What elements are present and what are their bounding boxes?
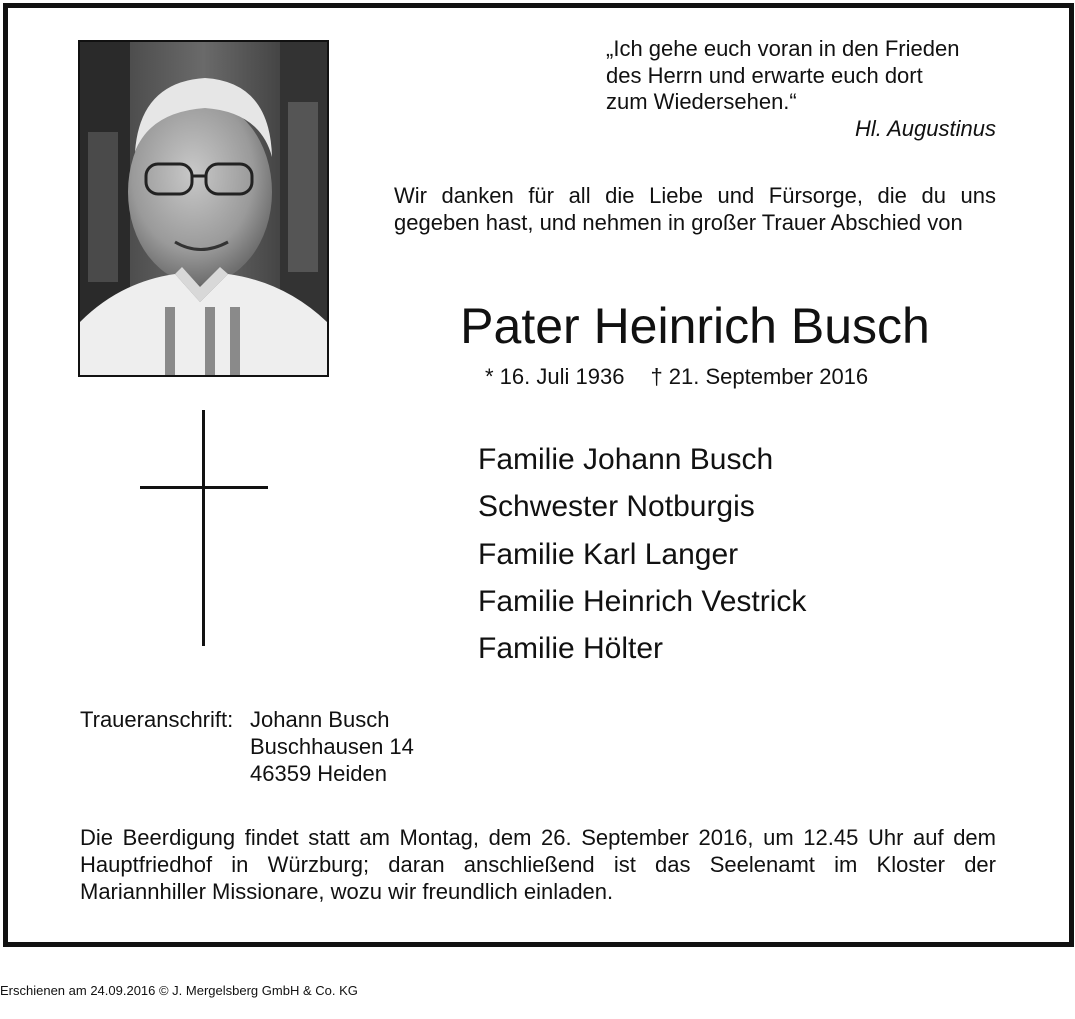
cross-horizontal-bar [140, 486, 268, 489]
address-line: Buschhausen 14 [250, 734, 414, 759]
cross-icon [140, 410, 268, 646]
mourner-item: Familie Heinrich Vestrick [478, 584, 807, 618]
mourner-item: Familie Karl Langer [478, 537, 739, 571]
quote-line: zum Wiedersehen.“ [606, 89, 797, 114]
mourners-list [478, 436, 806, 672]
mourner-item: Familie Hölter [478, 632, 664, 666]
death-date: † 21. September 2016 [650, 364, 869, 389]
portrait-photo [78, 40, 329, 377]
quote-line: „Ich gehe euch voran in den Frieden [606, 36, 960, 61]
quote-block [606, 36, 1001, 142]
portrait-image [80, 42, 327, 375]
cross-vertical-bar [202, 410, 205, 646]
address-label: Traueranschrift: [80, 707, 234, 732]
publication-footer: Erschienen am 24.09.2016 © J. Mergelsberg GmbH & Co. KG [0, 983, 358, 998]
intro-text: Wir danken für all die Liebe und Fürsorge, die du uns gegeben hast, und nehmen in großer Trauer Abschied von [394, 183, 996, 235]
birth-date: * 16. Juli 1936 [485, 364, 625, 389]
address-line: Johann Busch [250, 707, 390, 732]
mourner-item: Schwester Notburgis [478, 490, 755, 524]
funeral-info: Die Beerdigung findet statt am Montag, dem 26. September 2016, um 12.45 Uhr auf dem Hauptfriedhof in Würzburg; daran anschließend ist das Seelenamt im Kloster der Mariannhiller Missionare, wozu wir freundlich einladen. [80, 825, 996, 904]
deceased-name: Pater Heinrich Busch [460, 298, 930, 354]
life-dates [485, 363, 868, 390]
mourner-item: Familie Johann Busch [478, 443, 774, 476]
quote-author: Hl. Augustinus [854, 115, 996, 141]
address-line: 46359 Heiden [250, 761, 388, 786]
quote-line: des Herrn und erwarte euch dort [606, 62, 923, 88]
address-lines [250, 706, 414, 787]
